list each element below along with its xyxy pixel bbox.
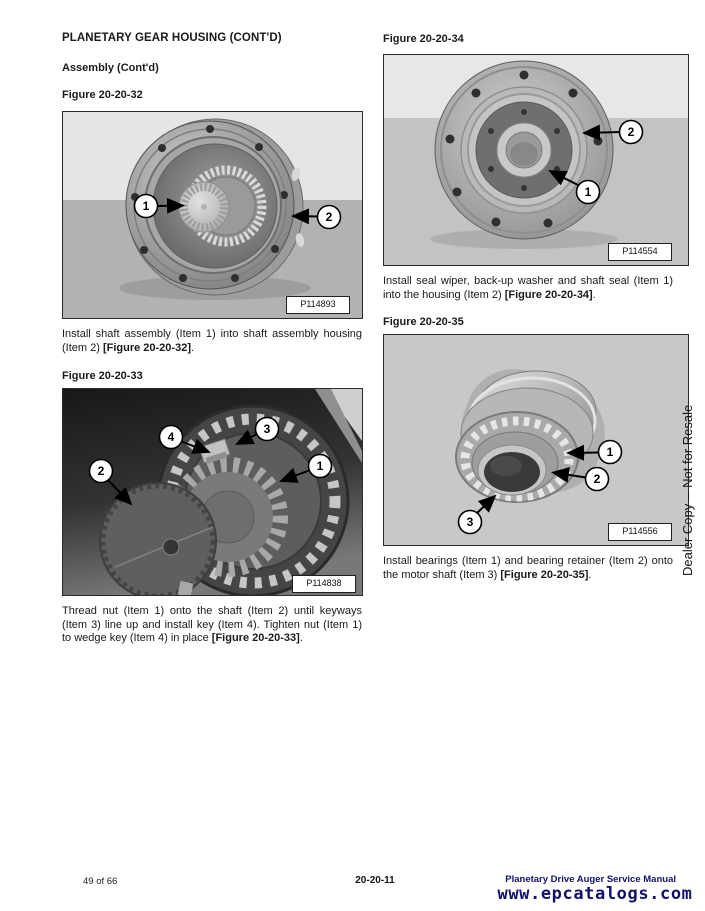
caption-20-20-34: [383, 275, 673, 302]
caption-text: Install seal wiper, back-up washer and shaft seal (Item 1) into the housing (Item 2): [383, 275, 673, 301]
page-title: PLANETARY GEAR HOUSING (CONT'D): [62, 32, 282, 44]
figure-photo-20-20-33: [62, 388, 363, 596]
callout-number-2: 2: [593, 472, 601, 486]
caption-figure-ref: [Figure 20-20-34]: [504, 288, 593, 301]
photo-id-label: P114893: [286, 296, 350, 314]
footer-section-code: 20-20-11: [355, 875, 395, 886]
dealer-copy-watermark: Dealer Copy -- Not for Resale: [680, 404, 695, 576]
callout-number-2: 2: [97, 464, 105, 478]
photo-id-label: P114556: [608, 523, 672, 541]
caption-text: Install shaft assembly (Item 1) into shaft assembly housing (Item 2): [62, 328, 362, 354]
bearing-retainer-photo: [384, 335, 688, 545]
epcatalogs-watermark-link[interactable]: www.epcatalogs.com: [497, 884, 693, 904]
callout-number-1: 1: [584, 185, 592, 199]
footer-page-number: 49 of 66: [83, 876, 118, 887]
caption-end: .: [190, 341, 195, 354]
caption-text: Thread nut (Item 1) onto the shaft (Item 2) until keyways (Item 3) line up and install key (Item 4). Tighten nut (Item 1) to wedge key (Item 4) in place: [62, 605, 362, 645]
photo-id-label: P114554: [608, 243, 672, 261]
shaft-housing-photo: [63, 112, 362, 318]
caption-20-20-35: [383, 555, 673, 582]
caption-end: .: [299, 632, 303, 645]
caption-end: .: [588, 568, 592, 581]
figure-heading-20-20-34: Figure 20-20-34: [383, 33, 464, 45]
caption-figure-ref: [Figure 20-20-35]: [500, 568, 589, 581]
callout-number-3: 3: [263, 422, 271, 436]
figure-photo-20-20-35: [383, 334, 689, 546]
figure-heading-20-20-32: Figure 20-20-32: [62, 89, 143, 101]
callout-number-3: 3: [466, 515, 474, 529]
callout-number-4: 4: [167, 430, 175, 444]
figure-heading-20-20-33: Figure 20-20-33: [62, 370, 143, 382]
figure-heading-20-20-35: Figure 20-20-35: [383, 316, 464, 328]
caption-20-20-33: [62, 605, 362, 646]
gear-nut-photo: [63, 389, 362, 595]
figure-photo-20-20-32: [62, 111, 363, 319]
callout-number-2: 2: [627, 125, 635, 139]
figure-photo-20-20-34: [383, 54, 689, 266]
housing-seal-photo: [384, 55, 688, 265]
photo-id-label: P114838: [292, 575, 356, 593]
callout-number-1: 1: [142, 199, 150, 213]
caption-20-20-32: [62, 328, 362, 355]
callout-number-1: 1: [316, 459, 324, 473]
caption-figure-ref: [Figure 20-20-32]: [102, 341, 191, 354]
section-subtitle: Assembly (Cont'd): [62, 62, 159, 74]
caption-end: .: [592, 288, 596, 301]
caption-figure-ref: [Figure 20-20-33]: [211, 632, 300, 645]
callout-number-1: 1: [606, 445, 614, 459]
callout-number-2: 2: [325, 210, 333, 224]
caption-text: Install bearings (Item 1) and bearing retainer (Item 2) onto the motor shaft (Item 3): [383, 555, 673, 581]
footer-manual-title: Planetary Drive Auger Service Manual: [505, 874, 676, 885]
